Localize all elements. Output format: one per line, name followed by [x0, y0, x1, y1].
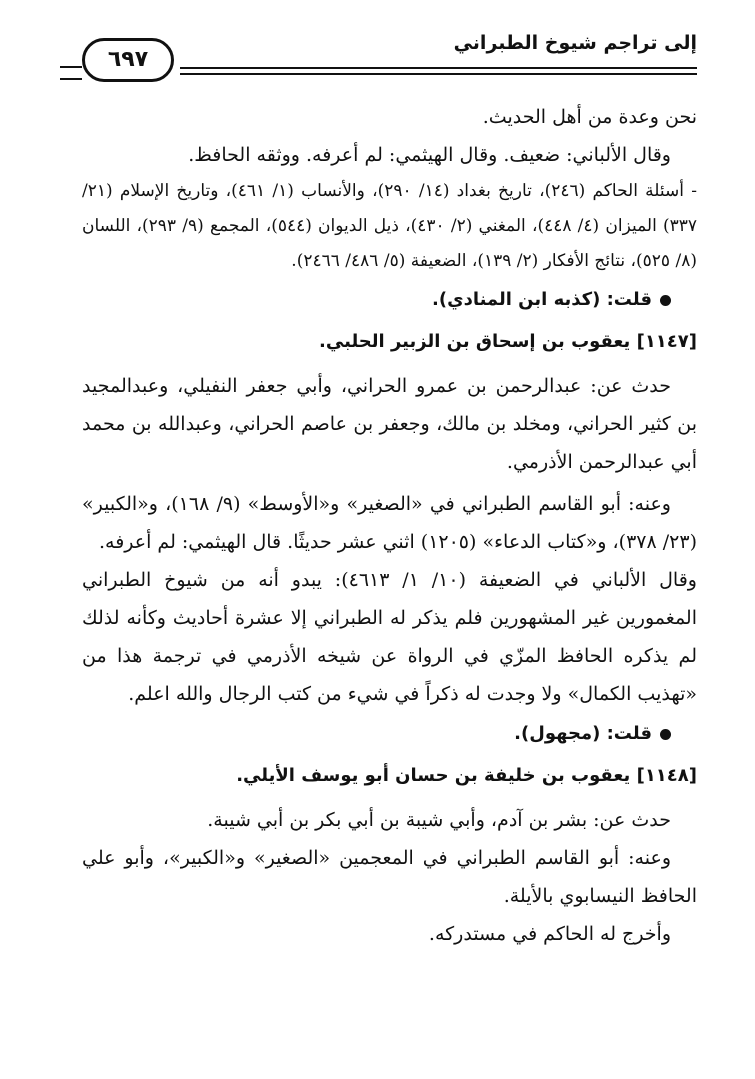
page-number: ٦٩٧: [82, 38, 174, 82]
header-rule-bottom: [180, 73, 697, 75]
paragraph: حدث عن: عبدالرحمن بن عمرو الحراني، وأبي جعفر النفيلي، وعبدالمجيد بن كثير الحراني، ومخلد بن مالك، وجعفر بن عاصم الحراني، وعبدالله بن محمد أبي عبدالرحمن الأذرمي.: [82, 375, 697, 473]
paragraph: وعنه: أبو القاسم الطبراني في المعجمين «الصغير» و«الكبير»، وأبو علي الحافظ النيسابوي بالأيلة.: [82, 847, 697, 907]
verdict-text: قلت: (كذبه ابن المنادي).: [432, 289, 652, 310]
page-body: [82, 98, 697, 953]
running-title: إلى تراجم شيوخ الطبراني: [453, 32, 697, 54]
sources-paragraph: - أسئلة الحاكم (٢٤٦)، تاريخ بغداد (١٤/ ٢٩٠)، والأنساب (١/ ٤٦١)، وتاريخ الإسلام (٢١/ ٣٣٧) الميزان (٤/ ٤٤٨)، المغني (٢/ ٤٣٠)، ذيل الديوان (٥٤٤)، المجمع (٩/ ٢٩٣)، اللسان (٨/ ٥٢٥)، نتائج الأفكار (٢/ ١٣٩)، الضعيفة (٥/ ٤٨٦/ ٢٤٦٦).: [82, 181, 698, 271]
paragraph: وعنه: أبو القاسم الطبراني في «الصغير» و«الأوسط» (٩/ ١٦٨)، و«الكبير» (٢٣/ ٣٧٨)، و«كتاب الدعاء» (١٢٠٥) اثني عشر حديثًا. قال الهيثمي: لم أعرفه.: [82, 493, 697, 553]
entry-heading: [١١٤٧] يعقوب بن إسحاق بن الزبير الحلبي.: [319, 331, 697, 352]
page-header: [60, 22, 697, 84]
paragraph: وأخرج له الحاكم في مستدركه.: [428, 923, 671, 945]
verdict-text: قلت: (مجهول).: [514, 723, 652, 744]
verdict-line: [82, 715, 671, 753]
verdict-line: [82, 281, 671, 319]
bullet-icon: [660, 295, 671, 306]
paragraph: وقال الألباني: ضعيف. وقال الهيثمي: لم أعرفه. ووثقه الحافظ.: [188, 144, 671, 166]
bullet-icon: [660, 729, 671, 740]
paragraph: وقال الألباني في الضعيفة (١٠/ ١/ ٤٦١٣): يبدو أنه من شيوخ الطبراني المغمورين غير المشهورين فلم يذكر له الطبراني إلا عشرة أحاديث وكأنه لذلك لم يذكره الحافظ المزّي في الرواة عن شيخه الأذرمي في ترجمة هذا من «تهذيب الكمال» ولا وجدت له ذكراً في شيء من كتب الرجال والله اعلم.: [82, 569, 697, 705]
entry-heading: [١١٤٨] يعقوب بن خليفة بن حسان أبو يوسف الأيلي.: [236, 765, 697, 786]
header-rule-top: [180, 67, 697, 69]
paragraph: حدث عن: بشر بن آدم، وأبي شيبة بن أبي بكر بن أبي شيبة.: [207, 809, 671, 831]
paragraph: نحن وعدة من أهل الحديث.: [482, 106, 697, 128]
page-number-ornament: [60, 66, 82, 80]
